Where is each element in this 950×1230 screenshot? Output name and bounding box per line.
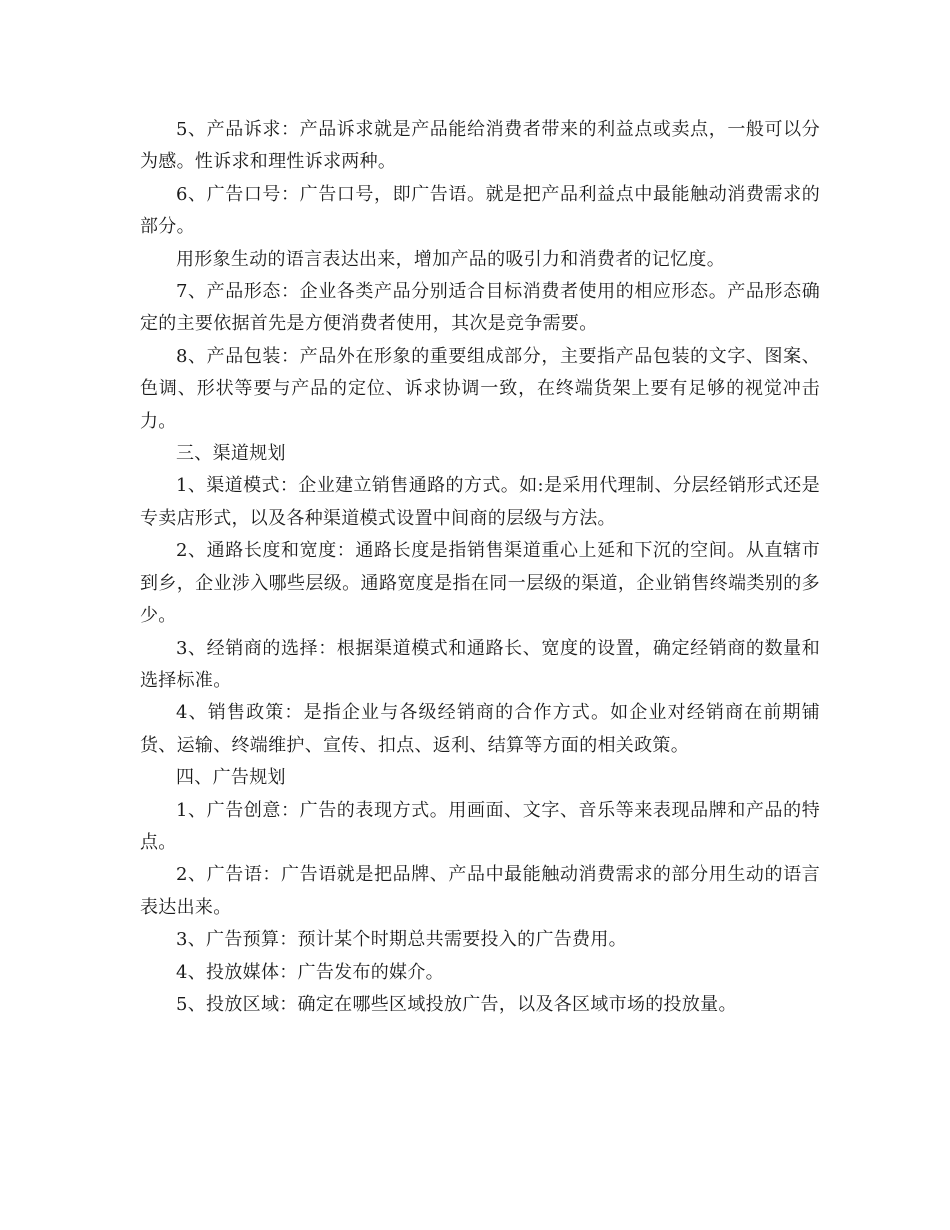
document-body: [140, 114, 820, 1021]
paragraph-ad-creative: 1、广告创意：广告的表现方式。用画面、文字、音乐等来表现品牌和产品的特点。: [140, 799, 820, 853]
paragraph-slogan-expression: 用形象生动的语言表达出来，增加产品的吸引力和消费者的记忆度。: [176, 248, 725, 270]
paragraph-product-form: 7、产品形态：企业各类产品分别适合目标消费者使用的相应形态。产品形态确定的主要依据首先是方便消费者使用，其次是竞争需要。: [140, 281, 820, 335]
section-heading-channel-planning: 三、渠道规划: [176, 443, 286, 465]
paragraph-ad-budget: 3、广告预算：预计某个时期总共需要投入的广告费用。: [176, 929, 627, 951]
paragraph-sales-policy: 4、销售政策：是指企业与各级经销商的合作方式。如企业对经销商在前期铺货、运输、终端维护、宣传、扣点、返利、结算等方面的相关政策。: [140, 702, 820, 756]
paragraph-ad-slogan: 6、广告口号：广告口号，即广告语。就是把产品利益点中最能触动消费需求的部分。: [140, 183, 820, 238]
paragraph-channel-length-width: 2、通路长度和宽度：通路长度是指销售渠道重心上延和下沉的空间。从直辖市到乡，企业涉入哪些层级。通路宽度是指在同一层级的渠道，企业销售终端类别的多少。: [140, 540, 820, 627]
paragraph-ad-language: 2、广告语：广告语就是把品牌、产品中最能触动消费需求的部分用生动的语言表达出来。: [140, 864, 820, 918]
paragraph-product-appeal: 5、产品诉求：产品诉求就是产品能给消费者带来的利益点或卖点，一般可以分为感。性诉求和理性诉求两种。: [140, 119, 820, 173]
paragraph-region: 5、投放区域：确定在哪些区域投放广告，以及各区域市场的投放量。: [176, 993, 737, 1015]
paragraph-product-packaging: 8、产品包装：产品外在形象的重要组成部分，主要指产品包装的文字、图案、色调、形状等要与产品的定位、诉求协调一致，在终端货架上要有足够的视觉冲击力。: [140, 345, 820, 432]
paragraph-channel-mode: 1、渠道模式：企业建立销售通路的方式。如:是采用代理制、分层经销形式还是专卖店形式，以及各种渠道模式设置中间商的层级与方法。: [140, 475, 820, 529]
paragraph-dealer-selection: 3、经销商的选择：根据渠道模式和通路长、宽度的设置，确定经销商的数量和选择标准。: [140, 637, 820, 691]
paragraph-media: 4、投放媒体：广告发布的媒介。: [176, 961, 444, 983]
section-heading-ad-planning: 四、广告规划: [176, 767, 286, 789]
